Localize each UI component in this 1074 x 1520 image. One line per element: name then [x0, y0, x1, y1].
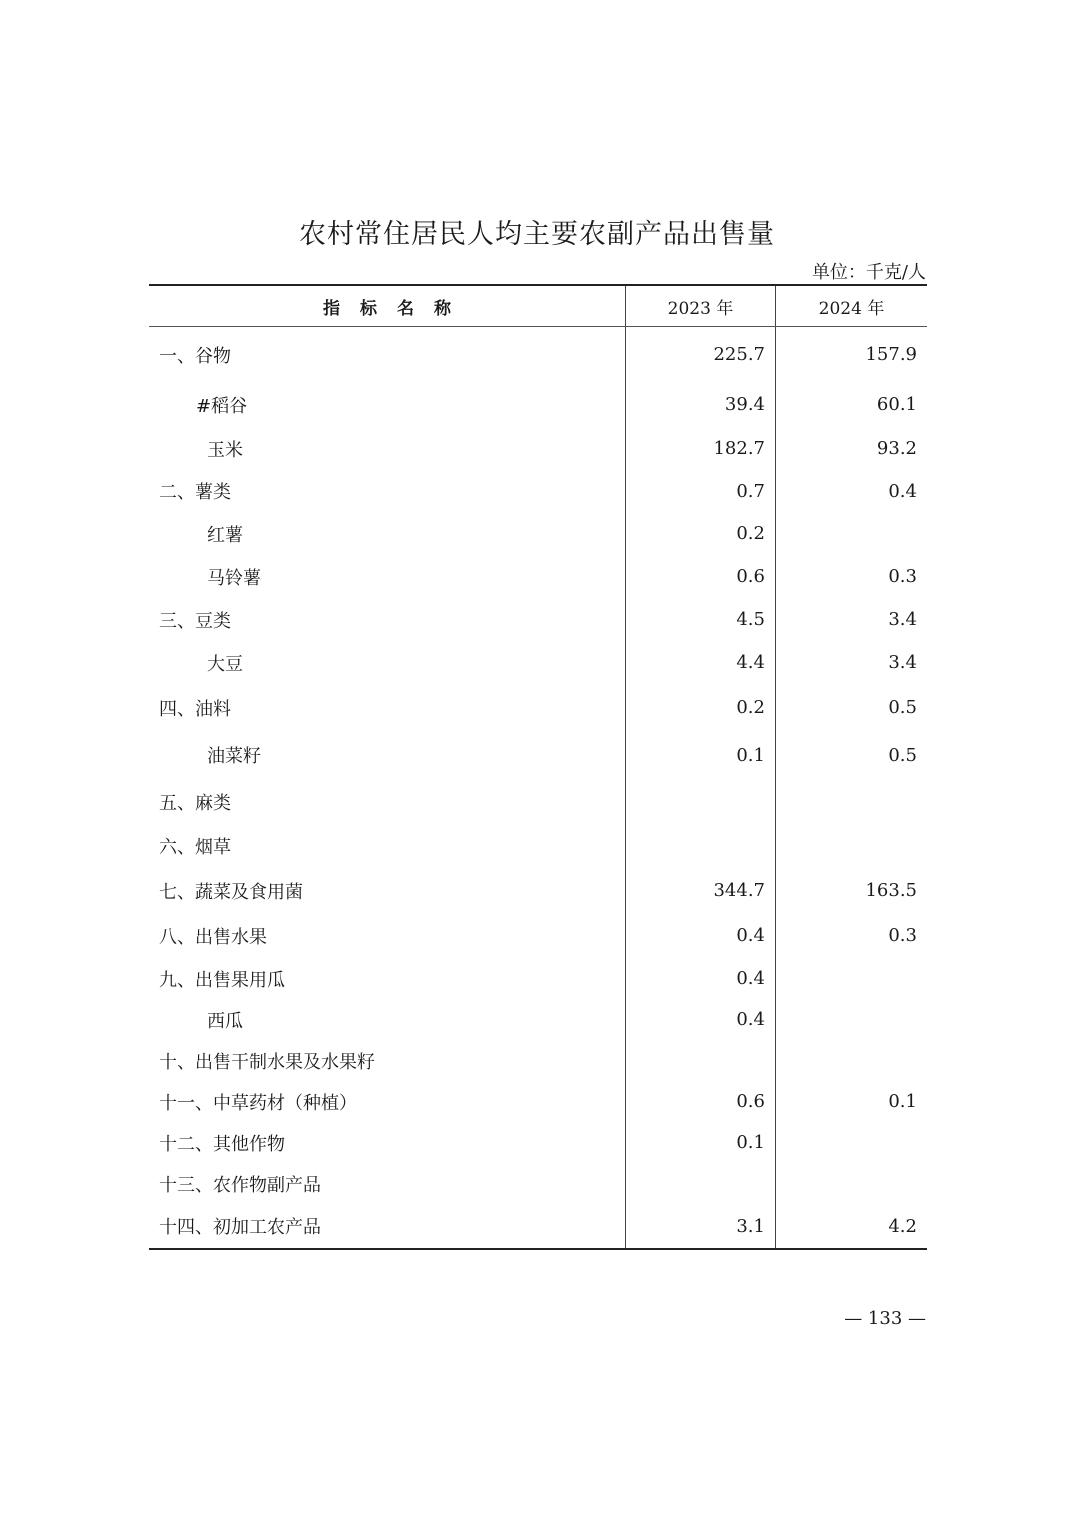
- value-2024: [776, 779, 927, 824]
- value-2023: 0.6: [626, 1081, 776, 1122]
- table-row: [149, 555, 927, 598]
- value-2024: 0.4: [888, 480, 917, 502]
- data-table: [149, 284, 927, 1250]
- row-label: 四、油料: [159, 698, 231, 720]
- row-label: 七、蔬菜及食用菌: [159, 881, 303, 903]
- table-row: [149, 1163, 927, 1204]
- table-row: [149, 641, 927, 684]
- value-2023: [626, 824, 776, 868]
- value-2024: 0.3: [888, 566, 917, 587]
- table-body: [149, 327, 927, 1248]
- row-label: 八、出售水果: [159, 926, 267, 948]
- table-header-row: [149, 286, 927, 326]
- value-2023: [626, 779, 776, 824]
- table-row: [149, 779, 927, 824]
- value-2023: [626, 1163, 776, 1204]
- row-label: 十四、初加工农产品: [159, 1217, 321, 1238]
- row-label: 十二、其他作物: [159, 1133, 285, 1155]
- unit-label: 单位：千克/人: [811, 262, 926, 283]
- value-2024: 0.3: [888, 925, 917, 946]
- table-row: [149, 382, 927, 427]
- value-2023: 0.4: [626, 913, 776, 958]
- row-label: 大豆: [207, 653, 243, 675]
- value-2023: 39.4: [626, 382, 776, 427]
- row-label: 玉米: [207, 439, 243, 461]
- row-label: 二、薯类: [159, 482, 231, 503]
- table-bottom-rule: [149, 1248, 927, 1250]
- table-row: [149, 512, 927, 555]
- table-row: [149, 1204, 927, 1248]
- row-label: 六、烟草: [159, 837, 231, 858]
- value-2023: 0.6: [626, 555, 776, 598]
- value-2024: [776, 512, 927, 555]
- row-label: 十三、农作物副产品: [159, 1174, 321, 1196]
- value-2023: 4.4: [626, 641, 776, 684]
- value-2023: 0.4: [626, 958, 776, 999]
- value-2024: 157.9: [865, 344, 917, 365]
- value-2024: 163.5: [865, 880, 917, 901]
- table-row: [149, 327, 927, 382]
- value-2023: 0.1: [626, 731, 776, 779]
- table-row: [149, 598, 927, 641]
- value-2024: 0.1: [888, 1091, 917, 1112]
- value-2023: 3.1: [626, 1204, 776, 1248]
- value-2023: 225.7: [626, 327, 776, 382]
- value-2023: 182.7: [626, 427, 776, 470]
- row-label: 十一、中草药材（种植）: [159, 1092, 357, 1114]
- table-row: [149, 1081, 927, 1122]
- table-row: [149, 824, 927, 868]
- row-label: 十、出售干制水果及水果籽: [159, 1051, 375, 1073]
- value-2024: [776, 999, 927, 1040]
- page-number: — 133 —: [844, 1308, 926, 1329]
- table-row: [149, 470, 927, 512]
- table-row: [149, 731, 927, 779]
- value-2023: 0.2: [626, 512, 776, 555]
- row-label: 五、麻类: [159, 792, 231, 814]
- table-row: [149, 427, 927, 470]
- value-2024: [776, 1163, 927, 1204]
- value-2023: 4.5: [626, 598, 776, 641]
- value-2024: [776, 1040, 927, 1081]
- value-2023: 0.2: [626, 684, 776, 731]
- value-2024: 0.5: [888, 744, 917, 766]
- table-row: [149, 958, 927, 999]
- value-2024: 3.4: [888, 609, 917, 630]
- row-label: 九、出售果用瓜: [159, 969, 285, 991]
- value-2023: 344.7: [626, 868, 776, 913]
- value-2024: [776, 1122, 927, 1163]
- row-label: 三、豆类: [159, 610, 231, 632]
- value-2024: 93.2: [876, 438, 917, 459]
- row-label: 马铃薯: [207, 567, 261, 589]
- table-row: [149, 684, 927, 731]
- page-title: 农村常住居民人均主要农副产品出售量: [299, 219, 775, 250]
- row-label: 油菜籽: [207, 746, 261, 767]
- row-label: #稻谷: [196, 395, 248, 417]
- table-row: [149, 913, 927, 958]
- value-2023: 0.7: [626, 470, 776, 512]
- value-2024: [776, 824, 927, 868]
- header-2024: 2024 年: [818, 298, 885, 319]
- value-2023: [626, 1040, 776, 1081]
- row-label: 一、谷物: [159, 345, 231, 367]
- value-2024: [776, 958, 927, 999]
- row-label: 西瓜: [207, 1010, 243, 1032]
- table-row: [149, 1040, 927, 1081]
- value-2024: 4.2: [888, 1215, 917, 1237]
- value-2024: 0.5: [888, 697, 917, 718]
- table-row: [149, 1122, 927, 1163]
- value-2024: 60.1: [876, 394, 917, 415]
- row-label: 红薯: [207, 524, 243, 546]
- value-2023: 0.1: [626, 1122, 776, 1163]
- table-row: [149, 999, 927, 1040]
- header-indicator-name: 指标名称: [149, 286, 626, 326]
- table-row: [149, 868, 927, 913]
- value-2024: 3.4: [888, 652, 917, 673]
- value-2023: 0.4: [626, 999, 776, 1040]
- header-2023: 2023 年: [626, 286, 776, 326]
